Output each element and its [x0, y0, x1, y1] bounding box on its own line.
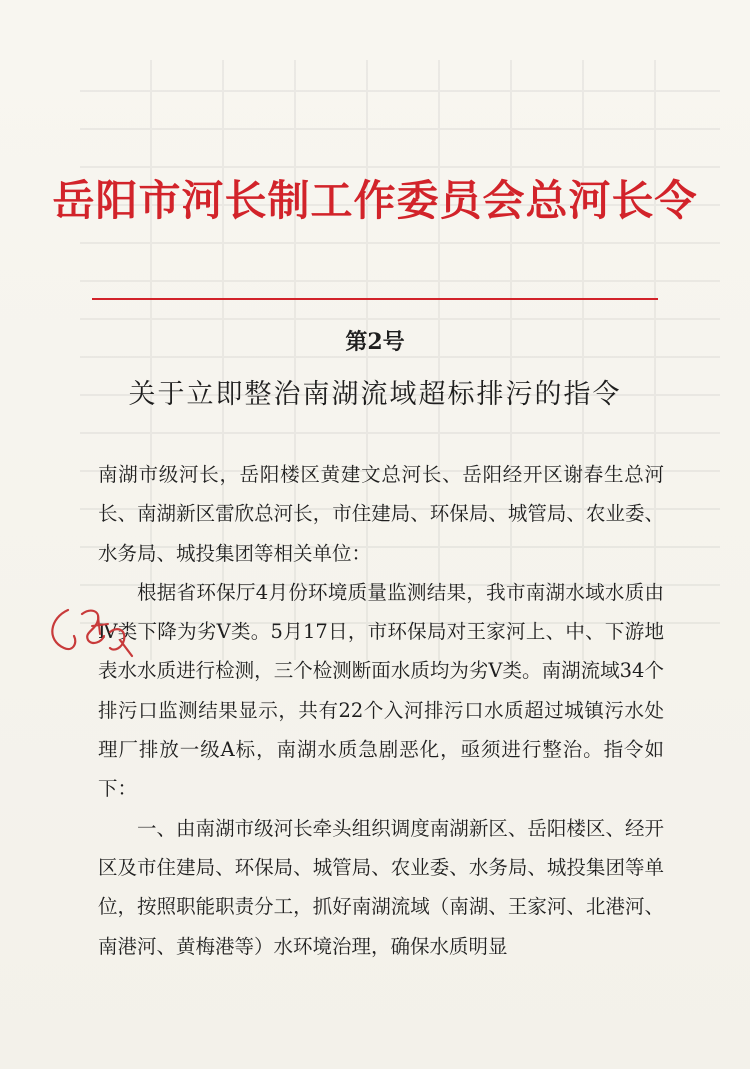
document-number: 第2号 — [345, 329, 405, 355]
paragraph-2: 一、由南湖市级河长牵头组织调度南湖新区、岳阳楼区、经开区及市住建局、环保局、城管局、农业委、水务局、城投集团等单位，按照职能职责分工，抓好南湖流域（南湖、王家河、北港河、南港河、黄梅港等）水环境治理，确保水质明显 — [98, 816, 664, 958]
paragraph-1: 根据省环保厅4月份环境质量监测结果，我市南湖水域水质由Ⅳ类下降为劣Ⅴ类。5月17日，市环保局对王家河上、中、下游地表水水质进行检测，三个检测断面水质均为劣Ⅴ类。南湖流域34个排污口监测结果显示，共有22个入河排污口水质超过城镇污水处理厂排放一级A标，南湖水质急剧恶化，亟须进行整治。指令如下： — [98, 580, 664, 801]
document-title: 关于立即整治南湖流域超标排污的指令 — [128, 379, 622, 410]
issuer-header: 岳阳市河长制工作委员会总河长令 — [52, 176, 698, 225]
addressees: 南湖市级河长，岳阳楼区黄建文总河长、岳阳经开区谢春生总河长、南湖新区雷欣总河长，市住建局、环保局、城管局、农业委、水务局、城投集团等相关单位： — [98, 463, 664, 565]
handwritten-annotation — [38, 596, 148, 676]
header-red-rule — [92, 298, 658, 300]
document-body — [98, 455, 664, 966]
